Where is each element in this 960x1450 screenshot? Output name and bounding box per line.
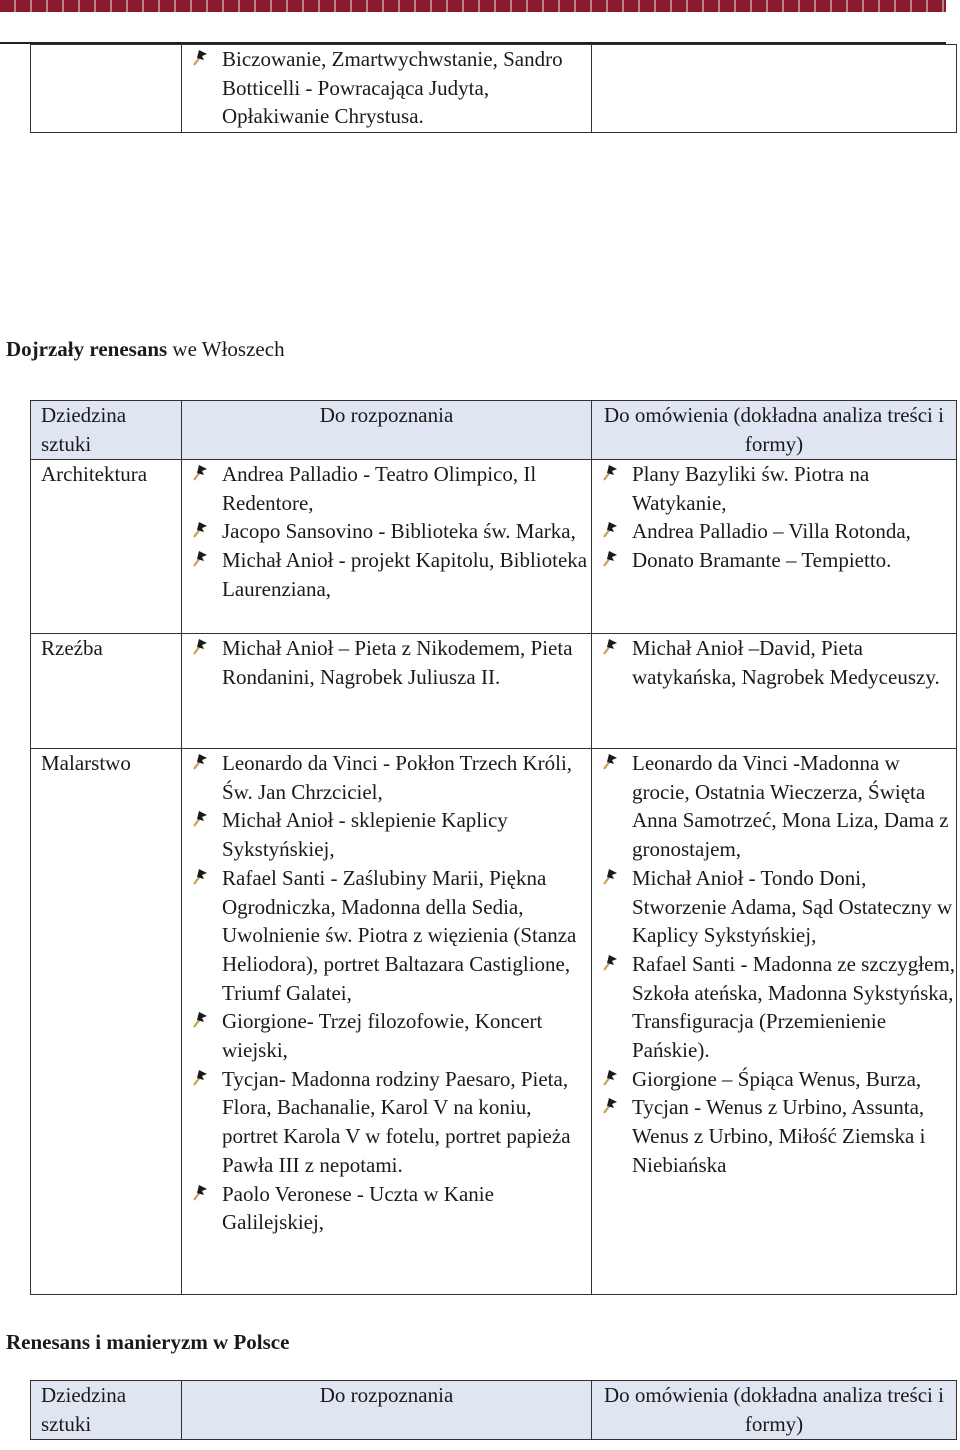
header-discuss: Do omówienia (dokładna analiza treści i formy) <box>592 1381 957 1440</box>
discuss-list <box>592 749 956 1180</box>
list-item <box>182 1065 591 1180</box>
continuation-cell <box>182 45 592 133</box>
list-item-text: Andrea Palladio – Villa Rotonda, <box>632 519 911 544</box>
header-recognize: Do rozpoznania <box>182 1381 592 1440</box>
pin-bullet-icon <box>193 551 207 567</box>
header-discuss: Do omówienia (dokładna analiza treści i formy) <box>592 401 957 460</box>
list-item-text: Tycjan- Madonna rodziny Paesaro, Pieta, Flora, Bachanalie, Karol V na koniu, portret Karola V w fotelu, portret papieża Pawła III z nepotami. <box>222 1066 571 1177</box>
pin-bullet-icon <box>603 754 617 770</box>
row-category: Malarstwo <box>31 749 182 1295</box>
continuation-list <box>182 45 591 131</box>
continuation-cell-empty <box>592 45 957 133</box>
list-item-text: Michał Anioł – Pieta z Nikodemem, Pieta Rondanini, Nagrobek Juliusza II. <box>222 636 573 689</box>
list-item <box>182 749 591 806</box>
italy-renaissance-table <box>30 400 957 1295</box>
recognize-list <box>182 749 591 1237</box>
list-item <box>592 1065 956 1094</box>
discuss-cell <box>592 749 957 1295</box>
table-row-sculpture <box>31 634 957 749</box>
list-item <box>182 1007 591 1064</box>
pin-bullet-icon <box>193 1070 207 1086</box>
list-item-text: Jacopo Sansovino - Biblioteka św. Marka, <box>222 519 576 544</box>
discuss-list <box>592 634 956 691</box>
page-top-border <box>0 0 946 12</box>
pin-bullet-icon <box>603 1098 617 1114</box>
pin-bullet-icon <box>603 955 617 971</box>
pin-bullet-icon <box>193 50 207 66</box>
discuss-list <box>592 460 956 575</box>
recognize-list <box>182 634 591 691</box>
list-item <box>182 45 591 131</box>
list-item-text: Michał Anioł - projekt Kapitolu, Biblioteka Laurenziana, <box>222 548 588 601</box>
row-category: Architektura <box>31 460 182 634</box>
list-item <box>592 517 956 546</box>
list-item-text: Plany Bazyliki św. Piotra na Watykanie, <box>632 462 870 515</box>
list-item <box>592 546 956 575</box>
pin-bullet-icon <box>603 522 617 538</box>
section-title-poland: Renesans i manieryzm w Polsce <box>6 1330 290 1354</box>
list-item <box>182 634 591 691</box>
recognize-cell <box>182 460 592 634</box>
list-item-text: Leonardo da Vinci - Pokłon Trzech Króli, Św. Jan Chrzciciel, <box>222 751 573 804</box>
pin-bullet-icon <box>193 1185 207 1201</box>
list-item-text: Michał Anioł - Tondo Doni, Stworzenie Adama, Sąd Ostateczny w Kaplicy Sykstyńskiej, <box>632 865 953 948</box>
pin-bullet-icon <box>193 639 207 655</box>
recognize-cell <box>182 634 592 749</box>
pin-bullet-icon <box>603 639 617 655</box>
list-item-text: Michał Anioł –David, Pieta watykańska, Nagrobek Medyceuszy. <box>632 636 940 689</box>
list-item-text: Rafael Santi - Zaślubiny Marii, Piękna Ogrodniczka, Madonna della Sedia, Uwolnienie św. Piotra z więzienia (Stanza Heliodora), portret Baltazara Castiglione, Triumf Galatei, <box>222 865 577 1005</box>
header-field: Dziedzina sztuki <box>31 1381 182 1440</box>
recognize-list <box>182 460 591 604</box>
poland-renaissance-table <box>30 1380 957 1440</box>
list-item-text: Biczowanie, Zmartwychwstanie, Sandro Botticelli - Powracająca Judyta, Opłakiwanie Chrystusa. <box>222 47 563 129</box>
list-item-text: Paolo Veronese - Uczta w Kanie Galilejskiej, <box>222 1181 494 1235</box>
recognize-cell <box>182 749 592 1295</box>
list-item <box>182 460 591 517</box>
list-item-text: Andrea Palladio - Teatro Olimpico, Il Redentore, <box>222 462 537 515</box>
list-item-text: Leonardo da Vinci -Madonna w grocie, Ostatnia Wieczerza, Święta Anna Samotrzeć, Mona Liza, Dama z gronostajem, <box>632 751 949 862</box>
list-item <box>592 1093 956 1179</box>
row-category: Rzeźba <box>31 634 182 749</box>
header-recognize: Do rozpoznania <box>182 401 592 460</box>
continuation-table <box>30 44 957 133</box>
table-row-architecture <box>31 460 957 634</box>
list-item <box>182 517 591 546</box>
pin-bullet-icon <box>193 522 207 538</box>
pin-bullet-icon <box>603 551 617 567</box>
pin-bullet-icon <box>193 754 207 770</box>
discuss-cell <box>592 460 957 634</box>
list-item <box>592 749 956 864</box>
pin-bullet-icon <box>193 465 207 481</box>
list-item <box>182 806 591 863</box>
section-title-italy: Dojrzały renesans we Włoszech <box>6 337 285 361</box>
list-item-text: Giorgione- Trzej filozofowie, Koncert wiejski, <box>222 1009 543 1063</box>
pin-bullet-icon <box>193 811 207 827</box>
list-item-text: Rafael Santi - Madonna ze szczygłem, Szkoła ateńska, Madonna Sykstyńska, Transfiguracja (Przemienienie Pańskie). <box>632 951 956 1063</box>
continuation-cell-empty <box>31 45 182 133</box>
list-item-text: Giorgione – Śpiąca Wenus, Burza, <box>632 1066 922 1091</box>
list-item <box>182 546 591 603</box>
list-item-text: Michał Anioł - sklepienie Kaplicy Sykstyńskiej, <box>222 808 508 862</box>
list-item <box>592 634 956 691</box>
pin-bullet-icon <box>193 1012 207 1028</box>
list-item-text: Tycjan - Wenus z Urbino, Assunta, Wenus z Urbino, Miłość Ziemska i Niebiańska <box>632 1095 926 1177</box>
table-header-row <box>31 1381 957 1440</box>
header-field: Dziedzina sztuki <box>31 401 182 460</box>
pin-bullet-icon <box>603 465 617 481</box>
table-header-row <box>31 401 957 460</box>
pin-bullet-icon <box>603 1070 617 1086</box>
list-item <box>592 864 956 950</box>
pin-bullet-icon <box>603 869 617 885</box>
list-item-text: Donato Bramante – Tempietto. <box>632 548 892 573</box>
pin-bullet-icon <box>193 869 207 885</box>
discuss-cell <box>592 634 957 749</box>
list-item <box>182 864 591 1008</box>
list-item <box>592 950 956 1065</box>
table-row-painting <box>31 749 957 1295</box>
list-item <box>182 1180 591 1237</box>
list-item <box>592 460 956 517</box>
